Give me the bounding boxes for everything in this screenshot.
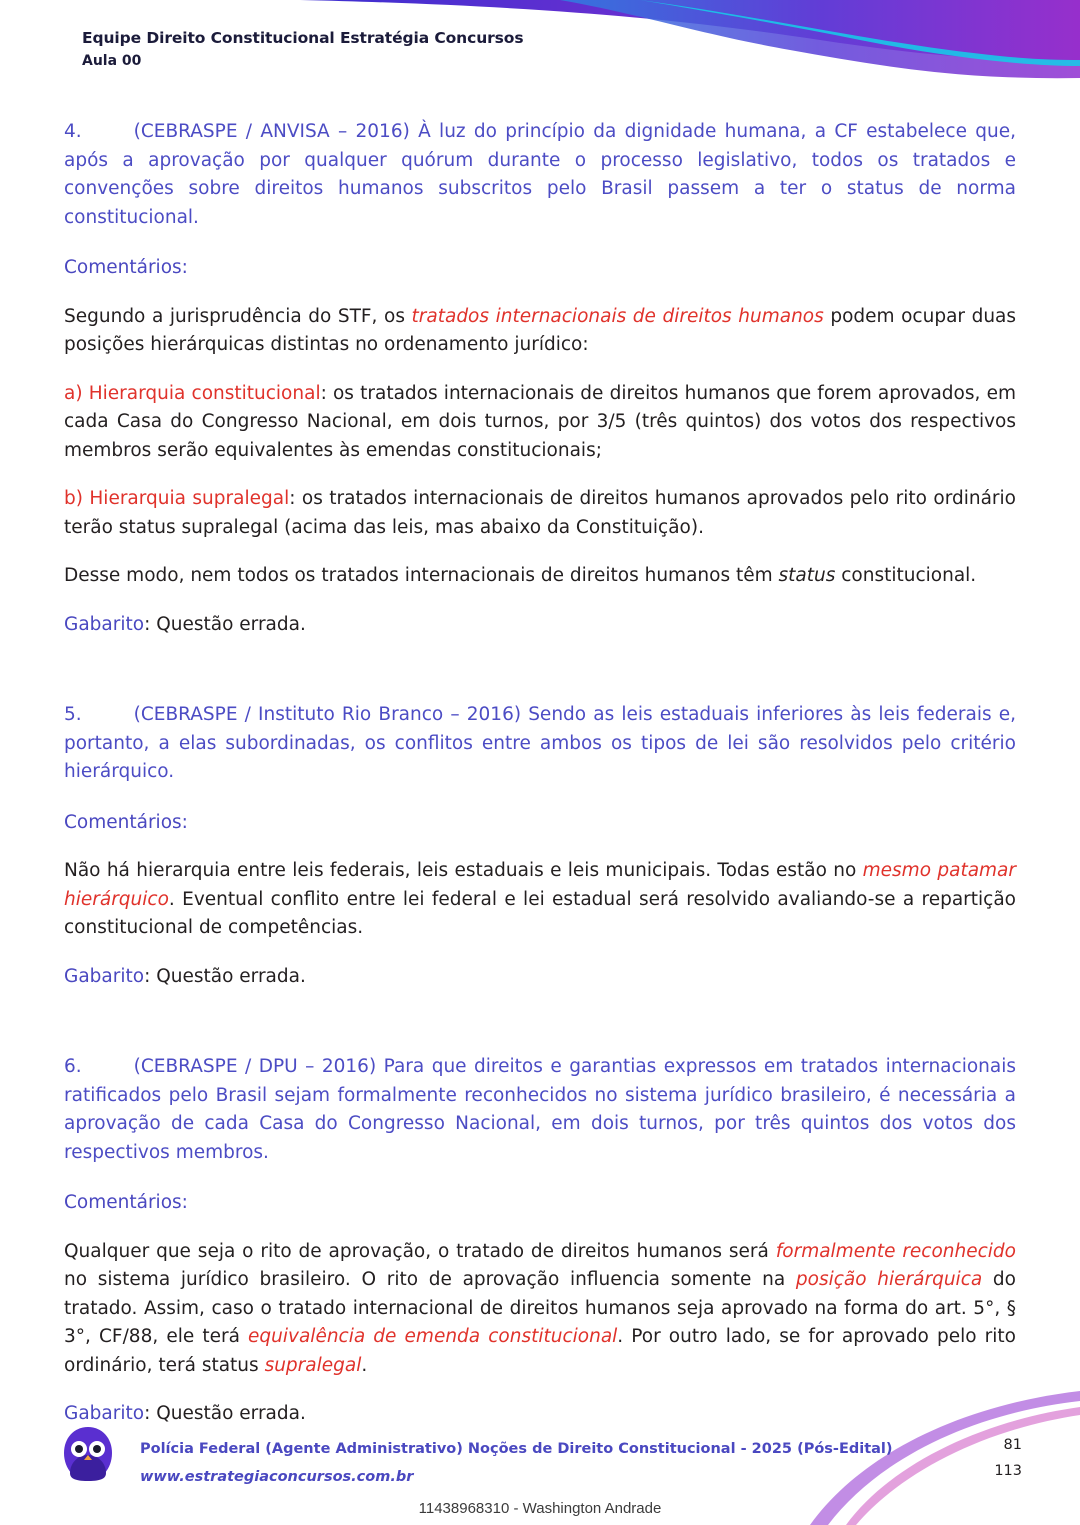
footer-page-total: 113 xyxy=(994,1463,1022,1479)
question-4-number: 4. xyxy=(64,121,82,142)
q6-p1-emphasis-3: equivalência de emenda constitucional xyxy=(248,1326,618,1347)
q6-p1-part-d: . Por outro lado, se for aprovado pelo rito ordinário, terá status xyxy=(64,1326,1016,1376)
question-5-comments-label: Comentários: xyxy=(64,811,188,833)
question-5-gabarito xyxy=(64,963,1016,992)
q5-gabarito-label: Gabarito xyxy=(64,965,145,987)
question-6-comment-paragraph-1 xyxy=(64,1238,1016,1381)
q6-gabarito-label: Gabarito xyxy=(64,1403,145,1424)
question-6-comments-label: Comentários: xyxy=(64,1192,188,1213)
q4-p1-part-b: podem ocupar duas posições hierárquicas distintas no ordenamento jurídico: xyxy=(64,305,1017,355)
question-5-comment-paragraph-1 xyxy=(64,857,1016,943)
q6-p1-part-c: do tratado. Assim, caso o tratado internacional de direitos humanos seja aprovado na forma do art. 5°, § 3°, CF/88, ele terá xyxy=(64,1269,1016,1347)
question-4-comment-paragraph-3 xyxy=(64,485,1016,542)
section-spacer-1 xyxy=(64,639,1016,701)
question-4-comment-paragraph-2 xyxy=(64,380,1016,466)
question-5-text: (CEBRASPE / Instituto Rio Branco – 2016) Sendo as leis estaduais inferiores às leis federais e, portanto, a elas subordinadas, os conflitos entre ambos os tipos de lei são resolvidos pelo critério hierárquico. xyxy=(64,704,1016,782)
q6-p1-emphasis-2: posição hierárquica xyxy=(795,1269,983,1290)
page-header xyxy=(0,0,1080,96)
question-6-statement xyxy=(64,1053,1016,1167)
q4-p4-part-b: constitucional. xyxy=(835,565,977,586)
question-4-text: (CEBRASPE / ANVISA – 2016) À luz do princípio da dignidade humana, a CF estabelece que, após a aprovação por qualquer quórum durante o processo legislativo, todos os tratados e convenções sobre direitos humanos subscritos pelo Brasil passem a ter o status de norma constitucional. xyxy=(64,121,1016,228)
q4-gabarito-value: : Questão errada. xyxy=(144,613,306,635)
header-team: Equipe Direito Constitucional Estratégia Concursos xyxy=(82,29,524,47)
header-text-block xyxy=(82,28,523,71)
section-spacer-2 xyxy=(64,991,1016,1053)
question-6-text: (CEBRASPE / DPU – 2016) Para que direitos e garantias expressos em tratados internacionais ratificados pelo Brasil sejam formalmente reconhecidos no sistema jurídico brasileiro, é necessária a aprovação de cada Casa do Congresso Nacional, em dois turnos, por três quintos dos votos dos respectivos membros. xyxy=(64,1056,1016,1163)
q6-p1-part-b: no sistema jurídico brasileiro. O rito de aprovação influencia somente na xyxy=(64,1269,796,1290)
q4-p2-rest: : os tratados internacionais de direitos humanos que forem aprovados, em cada Casa do Congresso Nacional, em dois turnos, por 3/5 (três quintos) dos votos dos respectivos membros serão equivalentes às emendas constitucionais; xyxy=(64,382,1016,461)
question-4-statement xyxy=(64,118,1016,232)
page-footer xyxy=(0,1385,1080,1525)
q5-p1-part-b: . Eventual conflito entre lei federal e lei estadual será resolvido avaliando-se a repartição constitucional de competências. xyxy=(64,888,1016,938)
document-body xyxy=(64,118,1016,1429)
q4-p2-highlight: a) Hierarquia constitucional xyxy=(64,382,321,404)
q6-p1-part-a: Qualquer que seja o rito de aprovação, o tratado de direitos humanos será xyxy=(64,1240,776,1262)
q4-p1-part-a: Segundo a jurisprudência do STF, os xyxy=(64,305,412,327)
footer-site-url[interactable]: www.estrategiaconcursos.com.br xyxy=(140,1469,414,1485)
q5-p1-emphasis: mesmo patamar hierárquico xyxy=(64,860,1016,910)
question-6-number: 6. xyxy=(64,1056,82,1077)
question-5-number: 5. xyxy=(64,704,82,725)
q4-p3-highlight: b) Hierarquia supralegal xyxy=(64,488,290,509)
q5-p1-part-a: Não há hierarquia entre leis federais, leis estaduais e leis municipais. Todas estão no xyxy=(64,860,863,881)
q6-gabarito-value: : Questão errada. xyxy=(144,1403,306,1424)
q6-p1-emphasis-1: formalmente reconhecido xyxy=(775,1240,1016,1262)
owl-logo-icon xyxy=(62,1425,114,1483)
q6-p1-part-e: . xyxy=(361,1354,368,1376)
q4-gabarito-label: Gabarito xyxy=(64,613,145,635)
q4-p1-emphasis: tratados internacionais de direitos humanos xyxy=(411,305,824,327)
question-4-comment-paragraph-1 xyxy=(64,303,1016,360)
q4-p3-rest: : os tratados internacionais de direitos humanos aprovados pelo rito ordinário terão status supralegal (acima das leis, mas abaixo da Constituição). xyxy=(64,488,1016,538)
question-4-comment-paragraph-4 xyxy=(64,562,1016,591)
header-lesson: Aula 00 xyxy=(82,53,142,69)
footer-watermark: 11438968310 - Washington Andrade xyxy=(418,1500,662,1517)
question-4-comments-label: Comentários: xyxy=(64,257,188,278)
question-5-statement xyxy=(64,701,1016,787)
q6-p1-emphasis-4: supralegal xyxy=(264,1354,362,1376)
q4-p4-part-a: Desse modo, nem todos os tratados internacionais de direitos humanos têm xyxy=(64,565,779,586)
q5-gabarito-value: : Questão errada. xyxy=(144,965,306,987)
q4-p4-emphasis: status xyxy=(778,565,836,586)
footer-course-title: Polícia Federal (Agente Administrativo) Noções de Direito Constitucional - 2025 (Pós-Edital) xyxy=(140,1441,893,1457)
question-4-gabarito xyxy=(64,611,1016,640)
footer-page-number: 81 xyxy=(1003,1437,1022,1453)
